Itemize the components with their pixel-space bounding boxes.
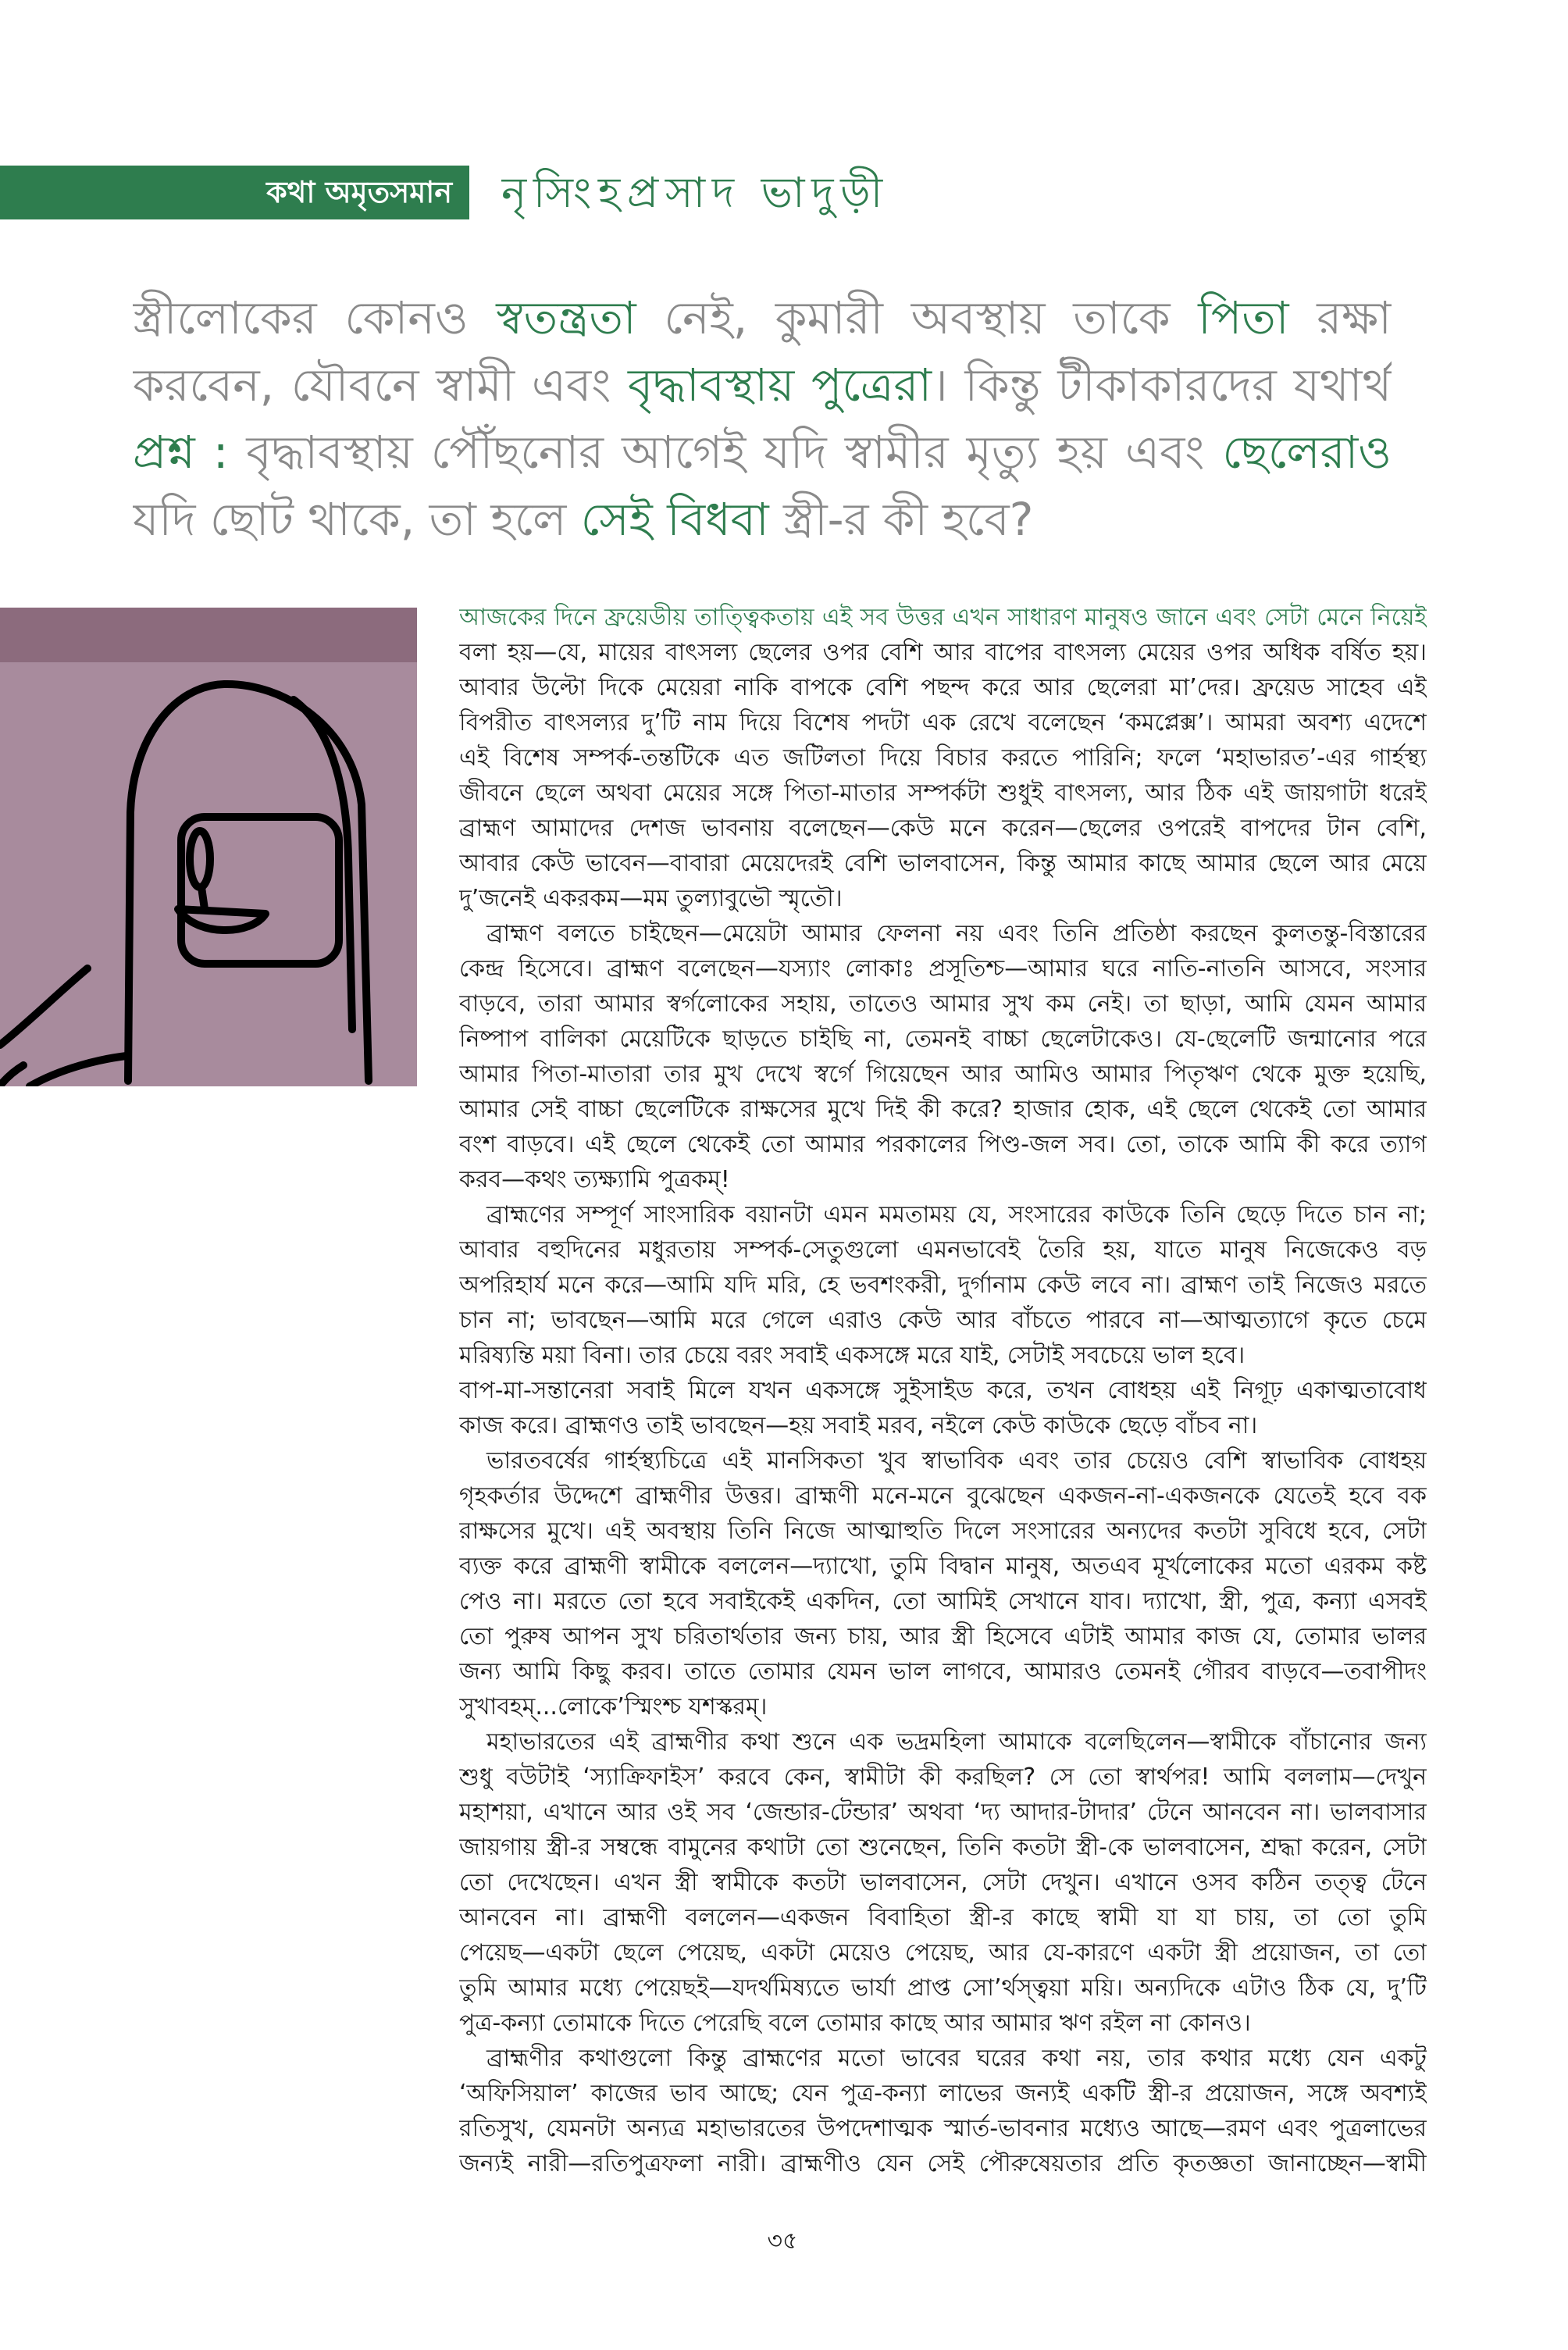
body-line: পেয়েছ—একটা ছেলে পেয়েছ, একটা মেয়েও পেয়েছ, আর যে-কারণে একটা স্ত্রী প্রয়োজন, তা তো bbox=[459, 1939, 1427, 1967]
body-line: কেন্দ্র হিসেবে। ব্রাহ্মণ বলেছেন—যস্যাং লোকাঃ প্রসূতিশ্চ—আমার ঘরে নাতি-নাতনি আসবে, সংসার bbox=[459, 955, 1427, 982]
body-line: ব্রাহ্মণীর কথাগুলো কিন্তু ব্রাহ্মণের মতো ভাবের ঘরের কথা নয়, তার কথার মধ্যে যেন একটু bbox=[486, 2045, 1427, 2072]
body-line: আমার সেই বাচ্চা ছেলেটিকে রাক্ষসের মুখে দিই কী করে? হাজার হোক, এই ছেলে থেকেই তো আমার bbox=[459, 1096, 1427, 1123]
body-line: ব্রাহ্মণের সম্পূর্ণ সাংসারিক বয়ানটা এমন মমতাময় যে, সংসারের কাউকে তিনি ছেড়ে দিতে চান না; bbox=[486, 1201, 1427, 1228]
body-line: আবার উল্টো দিকে মেয়েরা নাকি বাপকে বেশি পছন্দ করে আর ছেলেরা মা’দের। ফ্রয়েড সাহেব এই bbox=[459, 674, 1427, 701]
body-line: নিষ্পাপ বালিকা মেয়েটিকে ছাড়তে চাইছি না, তেমনই বাচ্চা ছেলেটাকেও। যে-ছেলেটি জন্মানোর পরে bbox=[459, 1025, 1427, 1053]
body-line: তো দেখেছেন। এখন স্ত্রী স্বামীকে কতটা ভালবাসেন, সেটা দেখুন। এখানে ওসব কঠিন তত্ত্ব টেনে bbox=[459, 1869, 1427, 1896]
arch-outline bbox=[128, 684, 369, 1081]
body-line: ব্রাহ্মণ আমাদের দেশজ ভাবনায় বলেছেন—কেউ মনে করেন—ছেলের ওপরেই বাপদের টান বেশি, bbox=[459, 815, 1427, 842]
body-line: বাড়বে, তারা আমার স্বর্গলোকের সহায়, তাতেও আমার সুখ কম নেই। তা ছাড়া, আমি যেমন আমার bbox=[459, 990, 1427, 1018]
body-line: আবার বহুদিনের মধুরতায় সম্পর্ক-সেতুগুলো এমনভাবেই তৈরি হয়, যাতে মানুষ নিজেকেও বড় bbox=[459, 1236, 1427, 1264]
pull-quote bbox=[133, 284, 1392, 553]
pull-quote-emphasis: স্বতন্ত্রতা bbox=[496, 291, 636, 344]
ground-curve bbox=[0, 1065, 23, 1086]
body-line: মরিষ্যন্তি ময়া বিনা। তার চেয়ে বরং সবাই একসঙ্গে মরে যাই, সেটাই সবচেয়ে ভাল হবে। bbox=[459, 1342, 1245, 1369]
body-line: জীবনে ছেলে অথবা মেয়ের সঙ্গে পিতা-মাতার সম্পর্কটা শুধুই বাৎসল্য, আর ঠিক এই জায়গাটা ধরেই bbox=[459, 779, 1427, 807]
body-line: বাপ-মা-সন্তানেরা সবাই মিলে যখন একসঙ্গে সুইসাইড করে, তখন বোধহয় এই নিগূঢ় একাত্মতাবোধ bbox=[459, 1377, 1427, 1404]
pull-quote-line bbox=[133, 284, 1392, 351]
pull-quote-segment: । কিন্তু টীকাকারদের যথার্থ bbox=[932, 358, 1392, 412]
body-line: মহাশয়া, এখানে আর ওই সব ‘জেন্ডার-টেন্ডার’ অথবা ‘দ্য আদার-টাদার’ টেনে আনবেন না। ভালবাসার bbox=[459, 1799, 1427, 1826]
body-line: ব্রাহ্মণ বলতে চাইছেন—মেয়েটা আমার ফেলনা নয় এবং তিনি প্রতিষ্ঠা করছেন কুলতন্তু-বিস্তারের bbox=[486, 920, 1427, 947]
body-line: বলা হয়—যে, মায়ের বাৎসল্য ছেলের ওপর বেশি আর বাপের বাৎসল্য মেয়ের ওপর অধিক বর্ষিত হয়। bbox=[459, 639, 1427, 666]
body-line: আনবেন না। ব্রাহ্মণী বললেন—একজন বিবাহিতা স্ত্রী-র কাছে স্বামী যা যা চায়, তা তো তুমি bbox=[459, 1904, 1427, 1931]
body-line: ভারতবর্ষের গার্হস্থ্যচিত্রে এই মানসিকতা খুব স্বাভাবিক এবং তার চেয়েও বেশি স্বাভাবিক বোধহয় bbox=[486, 1447, 1427, 1475]
body-line: তুমি আমার মধ্যে পেয়েছই—যদর্থমিষ্যতে ভার্যা প্রাপ্ত সো’র্থস্ত্বয়া ময়ি। অন্যদিকে এটাও ঠিক যে, দু’টি bbox=[459, 1974, 1427, 2002]
body-line: জায়গায় স্ত্রী-র সম্বন্ধে বামুনের কথাটা তো শুনেছেন, তিনি কতটা স্ত্রী-কে ভালবাসেন, শ্রদ্ধা করেন, সেটা bbox=[459, 1834, 1427, 1861]
body-line: এই বিশেষ সম্পর্ক-তন্তটিকে এত জটিলতা দিয়ে বিচার করতে পারিনি; ফলে ‘মহাভারত’-এর গার্হস্থ্য bbox=[459, 744, 1427, 772]
body-line: আজকের দিনে ফ্রয়েডীয় তাত্ত্বিকতায় এই সব উত্তর এখন সাধারণ মানুষও জানে এবং সেটা মেনে নিয়েই bbox=[459, 604, 1427, 631]
body-line: শুধু বউটাই ‘স্যাক্রিফাইস’ করবে কেন, স্বামীটা কী করছিল? সে তো স্বার্থপর! আমি বললাম—দেখুন bbox=[459, 1763, 1427, 1791]
page-number: ৩৫ bbox=[767, 2227, 798, 2255]
body-line: তো পুরুষ আপন সুখ চরিতার্থতার জন্য চায়, আর স্ত্রী হিসেবে এটাই আমার কাজ যে, তোমার ভালর bbox=[459, 1623, 1427, 1650]
author-name: নৃসিংহপ্রসাদ ভাদুড়ী bbox=[501, 168, 889, 217]
pull-quote-segment: রক্ষা bbox=[1288, 291, 1392, 344]
body-line: রাক্ষসের মুখে। এই অবস্থায় তিনি নিজে আত্মাহুতি দিলে সংসারের অন্যদের কতটা সুবিধে হবে, সেটা bbox=[459, 1517, 1427, 1545]
ground-curve bbox=[30, 1056, 127, 1086]
body-line: রতিসুখ, যেমনটা অন্যত্র মহাভারতের উপদেশাত্মক স্মার্ত-ভাবনার মধ্যেও আছে—রমণ এবং পুত্রলাভের bbox=[459, 2115, 1427, 2142]
lamp-flame bbox=[190, 831, 210, 887]
pull-quote-segment: করবেন, যৌবনে স্বামী এবং bbox=[133, 358, 629, 412]
body-line: আমার পিতা-মাতারা তার মুখ দেখে স্বর্গে গিয়েছেন আর আমিও আমার পিতৃঋণ থেকে মুক্ত হয়েছি, bbox=[459, 1061, 1427, 1088]
body-line: পেও না। মরতে তো হবে সবাইকেই একদিন, তো আমিই সেখানে যাব। দ্যাখো, স্ত্রী, পুত্র, কন্যা এসবই bbox=[459, 1588, 1427, 1615]
pull-quote-emphasis: ছেলেরাও bbox=[1222, 426, 1392, 479]
body-line: জন্য আমি কিছু করব। তাতে তোমার যেমন ভাল লাগবে, আমারও তেমনই গৌরব বাড়বে—তবাপীদং bbox=[459, 1658, 1427, 1685]
body-line: জন্যই নারী—রতিপুত্রফলা নারী। ব্রাহ্মণীও যেন সেই পৌরুষেয়তার প্রতি কৃতজ্ঞতা জানাচ্ছেন—স্বামী bbox=[459, 2150, 1427, 2177]
section-label-bar bbox=[0, 166, 469, 219]
section-label: কথা অমৃতসমান bbox=[266, 175, 452, 209]
illustration bbox=[0, 608, 417, 1086]
article-body bbox=[459, 600, 1427, 2181]
body-line: আবার কেউ ভাবেন—বাবারা মেয়েদেরই বেশি ভালবাসেন, কিন্তু আমার কাছে আমার ছেলে আর মেয়ে bbox=[459, 850, 1427, 877]
pull-quote-segment: নেই, কুমারী অবস্থায় তাকে bbox=[636, 291, 1199, 344]
pull-quote-line bbox=[133, 351, 1392, 419]
pull-quote-line bbox=[133, 419, 1392, 486]
pull-quote-segment: স্ত্রীলোকের কোনও bbox=[133, 291, 497, 344]
pull-quote-line bbox=[133, 486, 1392, 553]
body-line: করব—কথং ত্যক্ষ্যামি পুত্রকম্! bbox=[459, 1166, 730, 1193]
lamp-stem bbox=[201, 887, 205, 909]
pull-quote-segment: স্ত্রী-র কী হবে? bbox=[768, 493, 1034, 546]
pull-quote-emphasis: প্রশ্ন : bbox=[133, 426, 229, 479]
ground-curve bbox=[0, 968, 87, 1045]
body-line: দু’জনেই একরকম—মম তুল্যাবুভৌ স্মৃতৌ। bbox=[459, 885, 843, 912]
body-line: সুখাবহম্...লোকে’স্মিংশ্চ যশস্করম্। bbox=[459, 1693, 768, 1721]
body-line: পুত্র-কন্যা তোমাকে দিতে পেরেছি বলে তোমার কাছে আর আমার ঋণ রইল না কোনও। bbox=[459, 2009, 1251, 2037]
pull-quote-segment: যদি ছোট থাকে, তা হলে bbox=[133, 493, 581, 546]
body-line: ‘অফিসিয়াল’ কাজের ভাব আছে; যেন পুত্র-কন্যা লাভের জন্যই একটি স্ত্রী-র প্রয়োজন, সঙ্গে অবশ্যই bbox=[459, 2080, 1427, 2107]
body-line: অপরিহার্য মনে করে—আমি যদি মরি, হে ভবশংকরী, দুর্গানাম কেউ লবে না। ব্রাহ্মণ তাই নিজেও মরতে bbox=[459, 1271, 1427, 1299]
pull-quote-segment: বৃদ্ধাবস্থায় পৌঁছনোর আগেই যদি স্বামীর মৃত্যু হয় এবং bbox=[228, 426, 1223, 479]
body-line: গৃহকর্তার উদ্দেশে ব্রাহ্মণীর উত্তর। ব্রাহ্মণী মনে-মনে বুঝেছেন একজন-না-একজনকে যেতেই হবে বক bbox=[459, 1482, 1427, 1510]
body-line: মহাভারতের এই ব্রাহ্মণীর কথা শুনে এক ভদ্রমহিলা আমাকে বলেছিলেন—স্বামীকে বাঁচানোর জন্য bbox=[486, 1728, 1427, 1756]
body-line: বিপরীত বাৎসল্যর দু’টি নাম দিয়ে বিশেষ পদটা এক রেখে বলেছেন ‘কমপ্লেক্স’। আমরা অবশ্য এদেশে bbox=[459, 709, 1427, 736]
body-line: বংশ বাড়বে। এই ছেলে থেকেই তো আমার পরকালের পিণ্ড-জল সব। তো, তাকে আমি কী করে ত্যাগ bbox=[459, 1131, 1427, 1158]
pull-quote-emphasis: সেই বিধবা bbox=[580, 493, 769, 546]
body-line: চান না; ভাবছেন—আমি মরে গেলে এরাও কেউ আর বাঁচতে পারবে না—আত্মত্যাগে কৃতে চেমে bbox=[459, 1307, 1427, 1334]
pull-quote-emphasis: পিতা bbox=[1198, 291, 1289, 344]
body-line: ব্যক্ত করে ব্রাহ্মণী স্বামীকে বললেন—দ্যাখো, তুমি বিদ্বান মানুষ, অতএব মূর্খলোকের মতো এরকম কষ্ট bbox=[459, 1553, 1427, 1580]
arched-niche-with-lamp-sketch-icon bbox=[0, 608, 417, 1086]
pull-quote-emphasis: বৃদ্ধাবস্থায় পুত্রেরা bbox=[628, 358, 932, 412]
lamp-dish bbox=[178, 909, 265, 930]
body-line: কাজ করে। ব্রাহ্মণও তাই ভাবছেন—হয় সবাই মরব, নইলে কেউ কাউকে ছেড়ে বাঁচব না। bbox=[459, 1412, 1258, 1439]
